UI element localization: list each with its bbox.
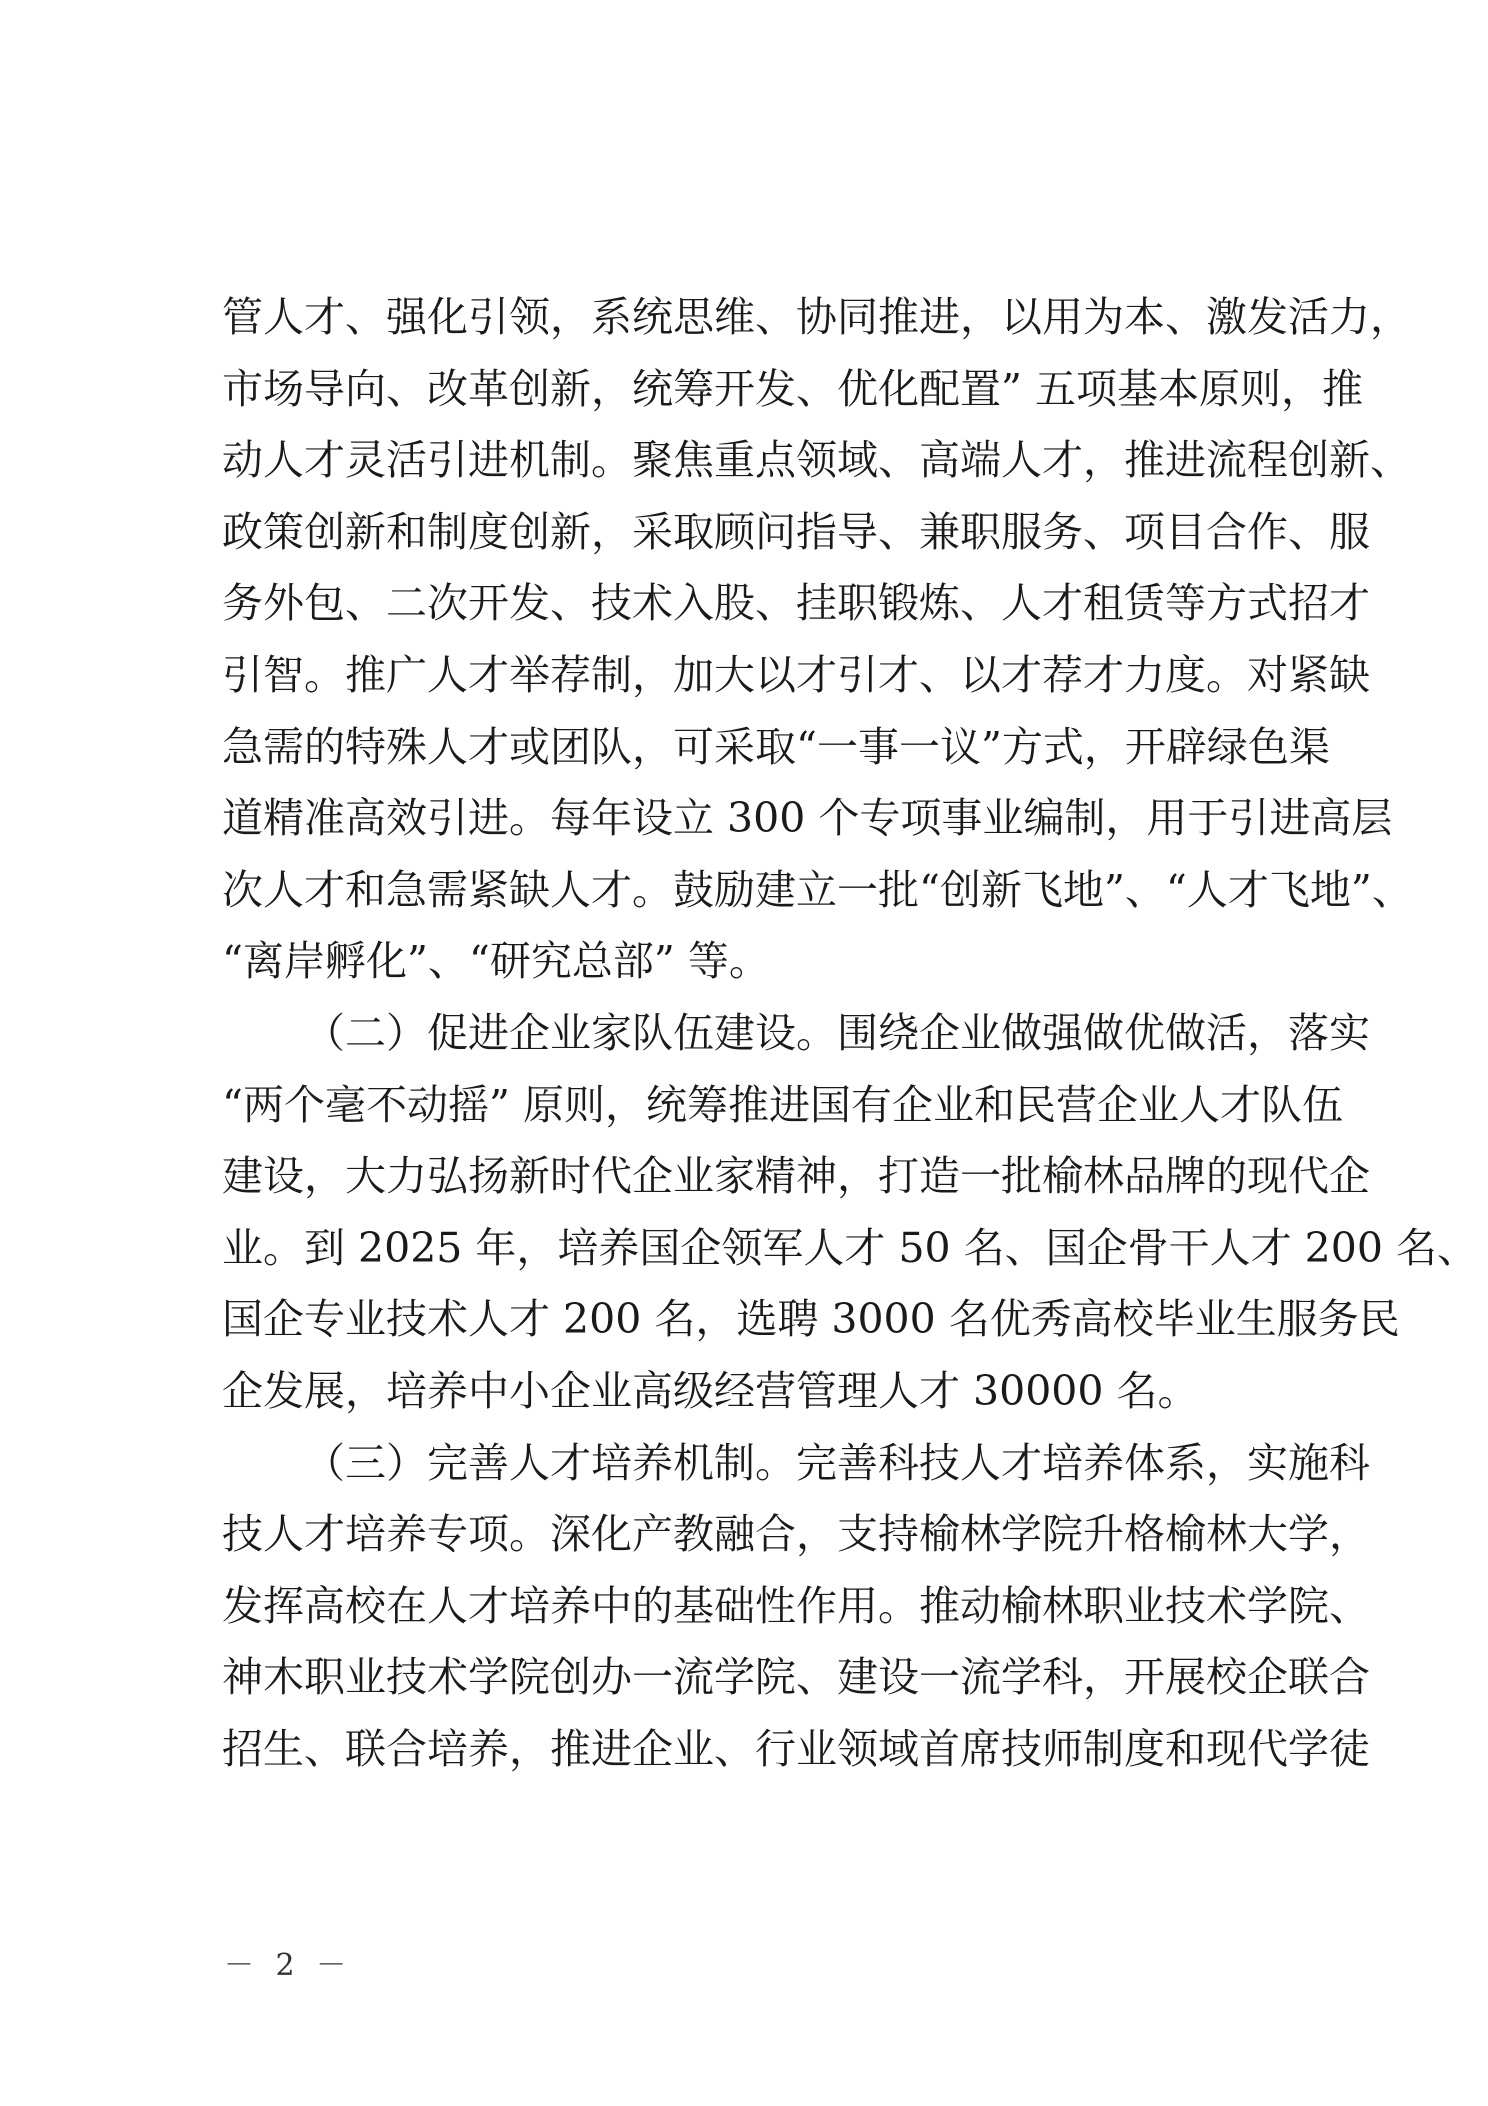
document-body	[222, 282, 1478, 1785]
text-line: 市场导向、改革创新，统筹开发、优化配置” 五项基本原则，推	[222, 364, 1363, 413]
text-line: 次人才和急需紧缺人才。鼓励建立一批“创新飞地”、“人才飞地”、	[222, 865, 1413, 914]
text-line: 建设，大力弘扬新时代企业家精神，打造一批榆林品牌的现代企	[222, 1152, 1370, 1201]
text-line: 务外包、二次开发、技术入股、挂职锻炼、人才租赁等方式招才	[222, 579, 1370, 628]
text-line: 政策创新和制度创新，采取顾问指导、兼职服务、项目合作、服	[222, 507, 1370, 556]
text-line: 道精准高效引进。每年设立 300 个专项事业编制，用于引进高层	[222, 794, 1393, 843]
text-line: 企发展，培养中小企业高级经营管理人才 30000 名。	[222, 1366, 1199, 1415]
section-heading-line: （三）完善人才培养机制。完善科技人才培养体系，实施科	[304, 1438, 1370, 1487]
text-line: “离岸孵化”、“研究总部” 等。	[222, 937, 770, 986]
text-line: 神木职业技术学院创办一流学院、建设一流学科，开展校企联合	[222, 1653, 1370, 1702]
text-line: 管人才、强化引领，系统思维、协同推进，以用为本、激发活力，	[222, 293, 1411, 341]
text-line: 国企专业技术人才 200 名，选聘 3000 名优秀高校毕业生服务民	[222, 1295, 1400, 1344]
page-number: － 2 －	[224, 1948, 353, 1983]
text-line: 动人才灵活引进机制。聚焦重点领域、高端人才，推进流程创新、	[222, 436, 1411, 485]
section-heading-line: （二）促进企业家队伍建设。围绕企业做强做优做活，落实	[304, 1008, 1370, 1057]
text-line: 业。到 2025 年，培养国企领军人才 50 名、国企骨干人才 200 名、	[222, 1223, 1478, 1272]
text-line: 引智。推广人才举荐制，加大以才引才、以才荐才力度。对紧缺	[222, 650, 1370, 699]
text-line: 招生、联合培养，推进企业、行业领域首席技师制度和现代学徒	[222, 1724, 1370, 1773]
text-line: “两个毫不动摇” 原则，统筹推进国有企业和民营企业人才队伍	[222, 1080, 1343, 1129]
text-line: 技人才培养专项。深化产教融合，支持榆林学院升格榆林大学，	[222, 1510, 1370, 1559]
text-line: 发挥高校在人才培养中的基础性作用。推动榆林职业技术学院、	[222, 1581, 1370, 1630]
text-line: 急需的特殊人才或团队，可采取“一事一议”方式，开辟绿色渠	[222, 722, 1330, 771]
